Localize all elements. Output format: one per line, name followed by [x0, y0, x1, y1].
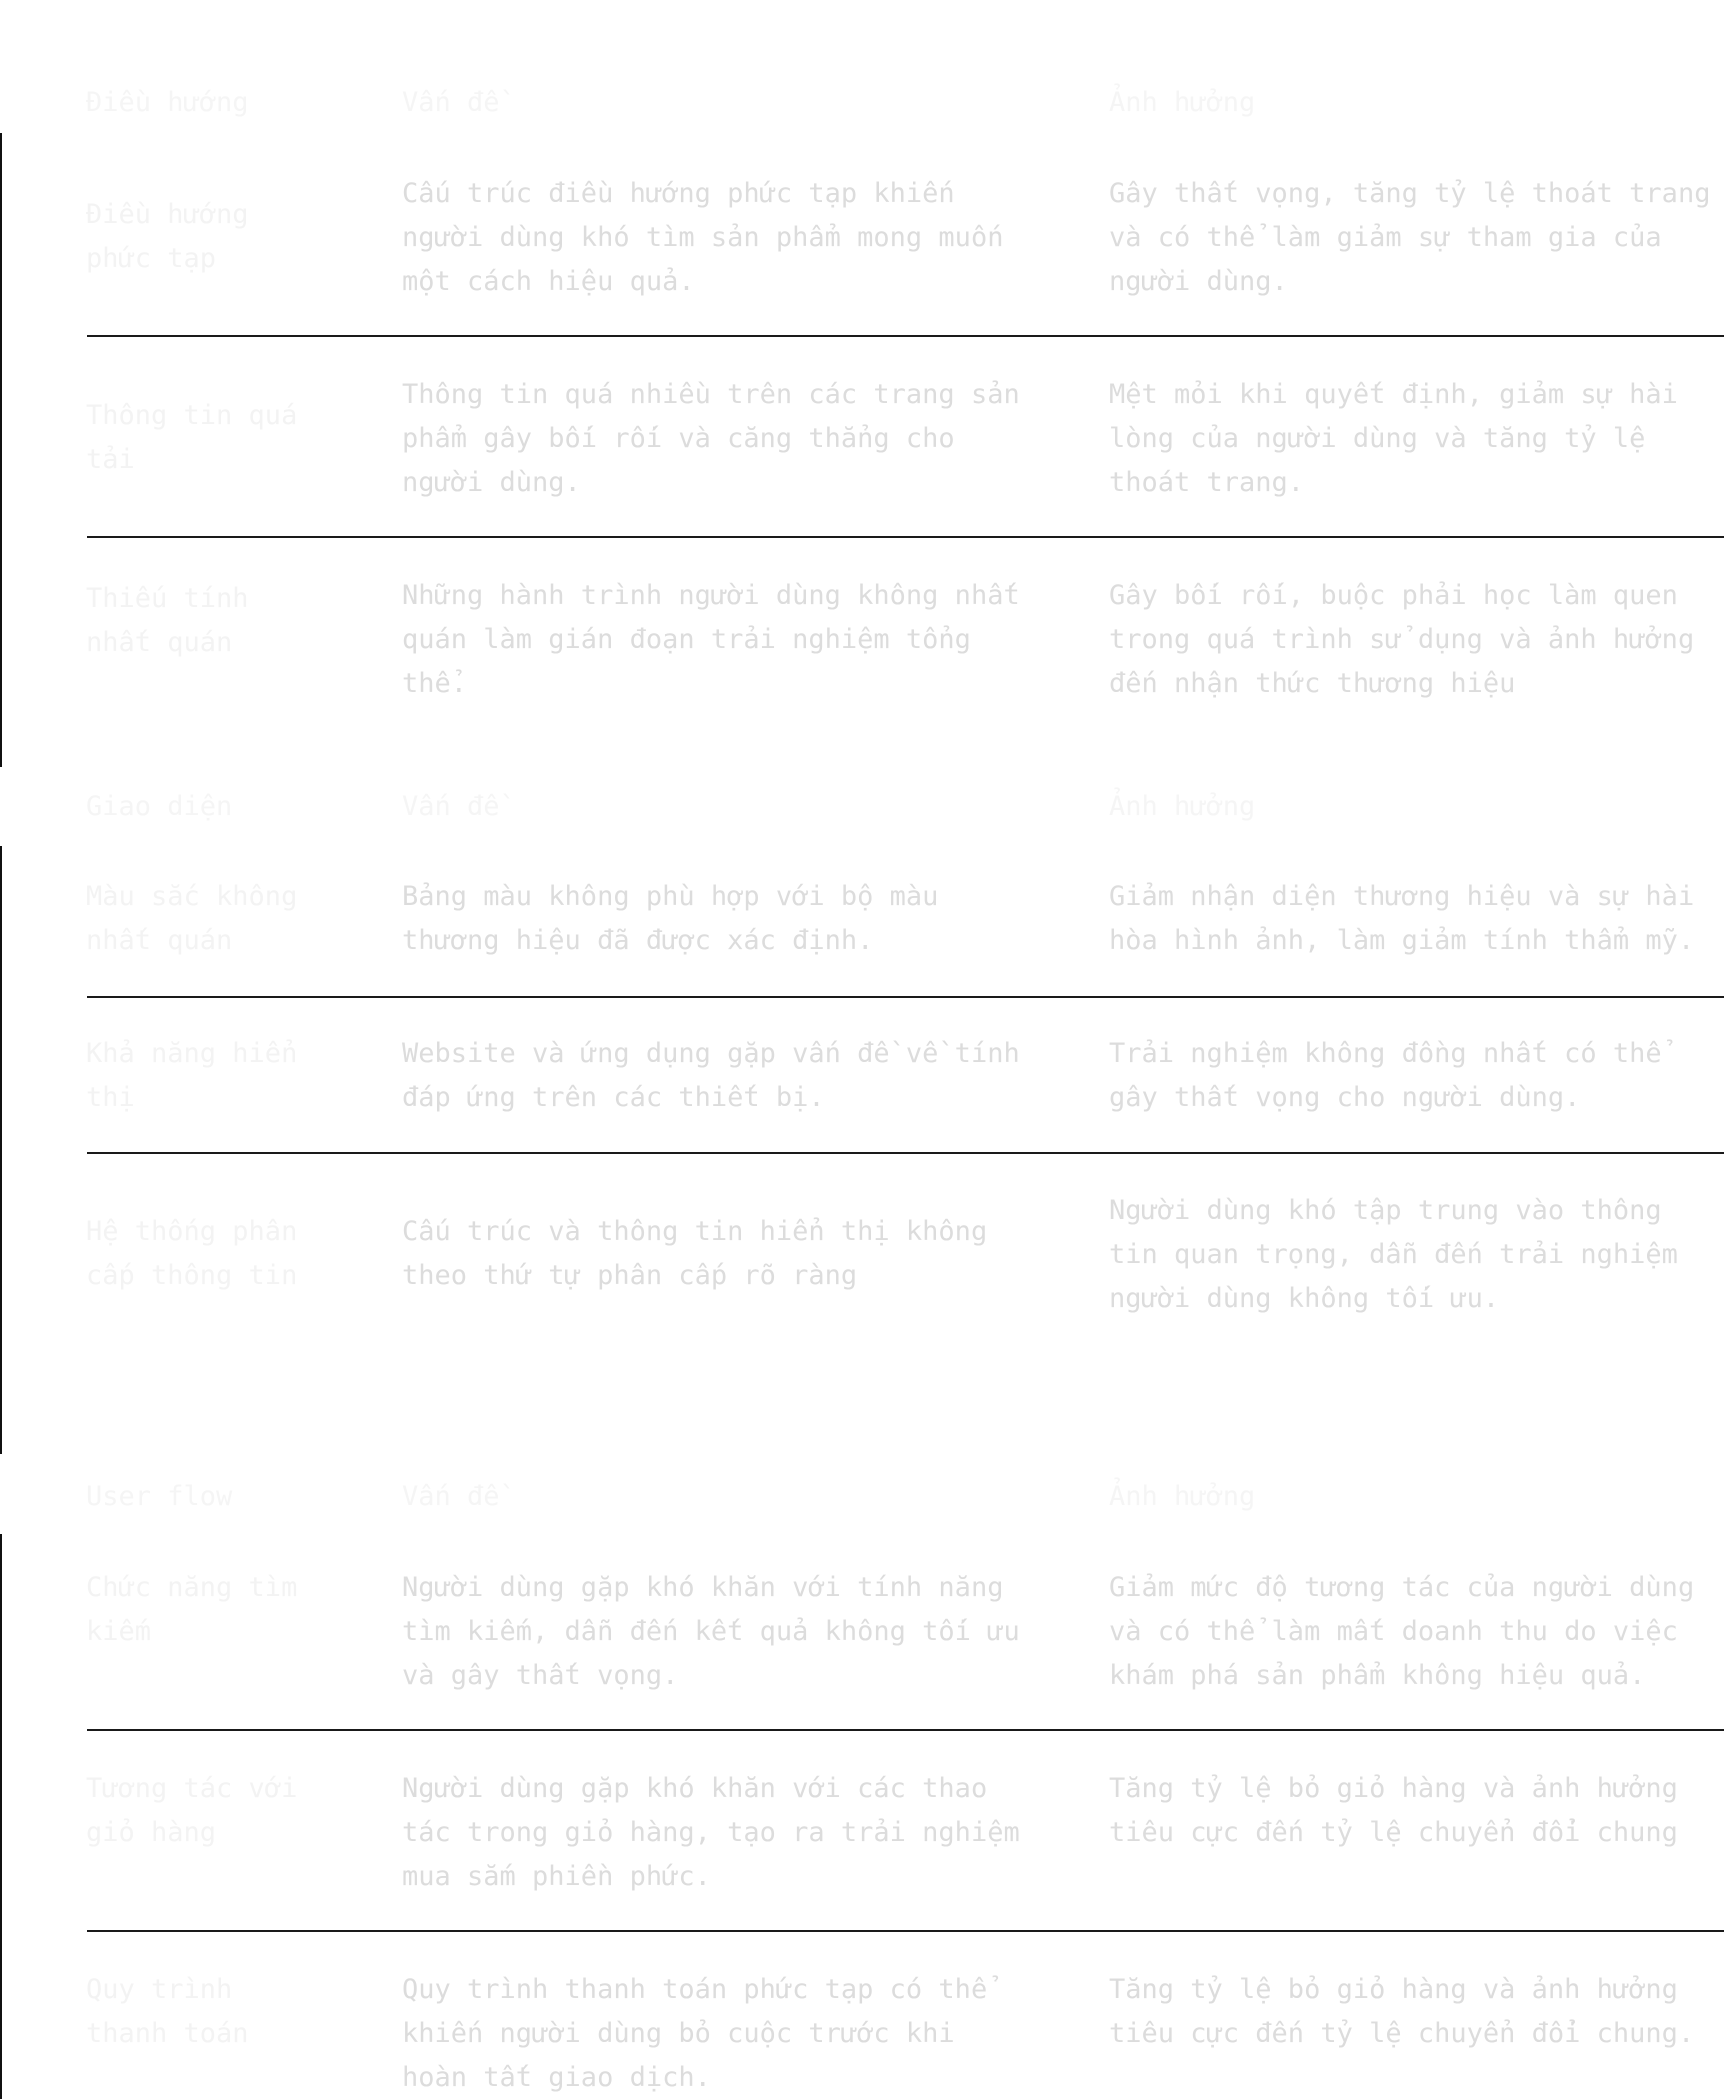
column-header-category: Giao diện — [86, 791, 233, 822]
row-issue: Cấu trúc điều hướng phức tạp khiến người dùng khó tìm sản phẩm mong muốn một cách hiệu quả. — [402, 178, 1004, 297]
column-header-category: User flow — [86, 1481, 233, 1512]
row-issue: Người dùng gặp khó khăn với các thao tác trong giỏ hàng, tạo ra trải nghiệm mua sắm phiền phức. — [402, 1773, 1020, 1892]
row-impact: Tăng tỷ lệ bỏ giỏ hàng và ảnh hưởng tiêu cực đến tỷ lệ chuyển đổi chung — [1109, 1773, 1678, 1848]
row-category: Thiếu tính nhất quán — [86, 583, 249, 658]
section-bar — [0, 1534, 2, 2099]
section-bar — [0, 846, 2, 1454]
row-category: Tương tác với giỏ hàng — [86, 1773, 298, 1848]
row-category: Hệ thống phân cấp thông tin — [86, 1216, 298, 1291]
column-header-category: Điều hướng — [86, 87, 249, 118]
row-impact: Giảm mức độ tương tác của người dùng và có thể làm mất doanh thu do việc khám phá sản phẩm không hiệu quả. — [1109, 1572, 1695, 1691]
column-header-impact: Ảnh hưởng — [1109, 87, 1256, 118]
row-divider — [87, 335, 1724, 337]
row-category: Khả năng hiển thị — [86, 1038, 298, 1113]
column-header-impact: Ảnh hưởng — [1109, 791, 1256, 822]
column-header-issue: Vấn đề — [402, 791, 500, 822]
row-category: Điều hướng phức tạp — [86, 199, 249, 274]
row-divider — [87, 536, 1724, 538]
row-category: Quy trình thanh toán — [86, 1974, 249, 2049]
row-impact: Trải nghiệm không đồng nhất có thể gây thất vọng cho người dùng. — [1109, 1038, 1662, 1113]
row-issue: Người dùng gặp khó khăn với tính năng tìm kiếm, dẫn đến kết quả không tối ưu và gây thất vọng. — [402, 1572, 1020, 1691]
row-category: Thông tin quá tải — [86, 400, 298, 475]
row-divider — [87, 1930, 1724, 1932]
row-category: Chức năng tìm kiếm — [86, 1572, 298, 1647]
row-category: Màu sắc không nhất quán — [86, 881, 298, 956]
row-issue: Quy trình thanh toán phức tạp có thể khiến người dùng bỏ cuộc trước khi hoàn tất giao dịch. — [402, 1974, 988, 2093]
column-header-impact: Ảnh hưởng — [1109, 1481, 1256, 1512]
column-header-issue: Vấn đề — [402, 87, 500, 118]
row-issue: Website và ứng dụng gặp vấn đề về tính đáp ứng trên các thiết bị. — [402, 1038, 1020, 1113]
row-issue: Những hành trình người dùng không nhất quán làm gián đoạn trải nghiệm tổng thể. — [402, 580, 1020, 699]
row-divider — [87, 1152, 1724, 1154]
row-impact: Giảm nhận diện thương hiệu và sự hài hòa hình ảnh, làm giảm tính thẩm mỹ. — [1109, 881, 1695, 956]
row-issue: Bảng màu không phù hợp với bộ màu thương hiệu đã được xác định. — [402, 881, 939, 956]
row-divider — [87, 996, 1724, 998]
section-bar — [0, 133, 2, 767]
row-issue: Cấu trúc và thông tin hiển thị không theo thứ tự phân cấp rõ ràng — [402, 1216, 988, 1291]
row-impact: Mệt mỏi khi quyết định, giảm sự hài lòng của người dùng và tăng tỷ lệ thoát trang. — [1109, 379, 1678, 498]
column-header-issue: Vấn đề — [402, 1481, 500, 1512]
row-impact: Gây bối rối, buộc phải học làm quen trong quá trình sử dụng và ảnh hưởng đến nhận thức thương hiệu — [1109, 580, 1695, 699]
row-issue: Thông tin quá nhiều trên các trang sản phẩm gây bối rối và căng thẳng cho người dùng. — [402, 379, 1020, 498]
row-impact: Tăng tỷ lệ bỏ giỏ hàng và ảnh hưởng tiêu cực đến tỷ lệ chuyển đổi chung. — [1109, 1974, 1695, 2049]
row-impact: Gây thất vọng, tăng tỷ lệ thoát trang và có thể làm giảm sự tham gia của người dùng. — [1109, 178, 1711, 297]
row-divider — [87, 1729, 1724, 1731]
row-impact: Người dùng khó tập trung vào thông tin quan trọng, dẫn đến trải nghiệm người dùng không tối ưu. — [1109, 1195, 1678, 1314]
